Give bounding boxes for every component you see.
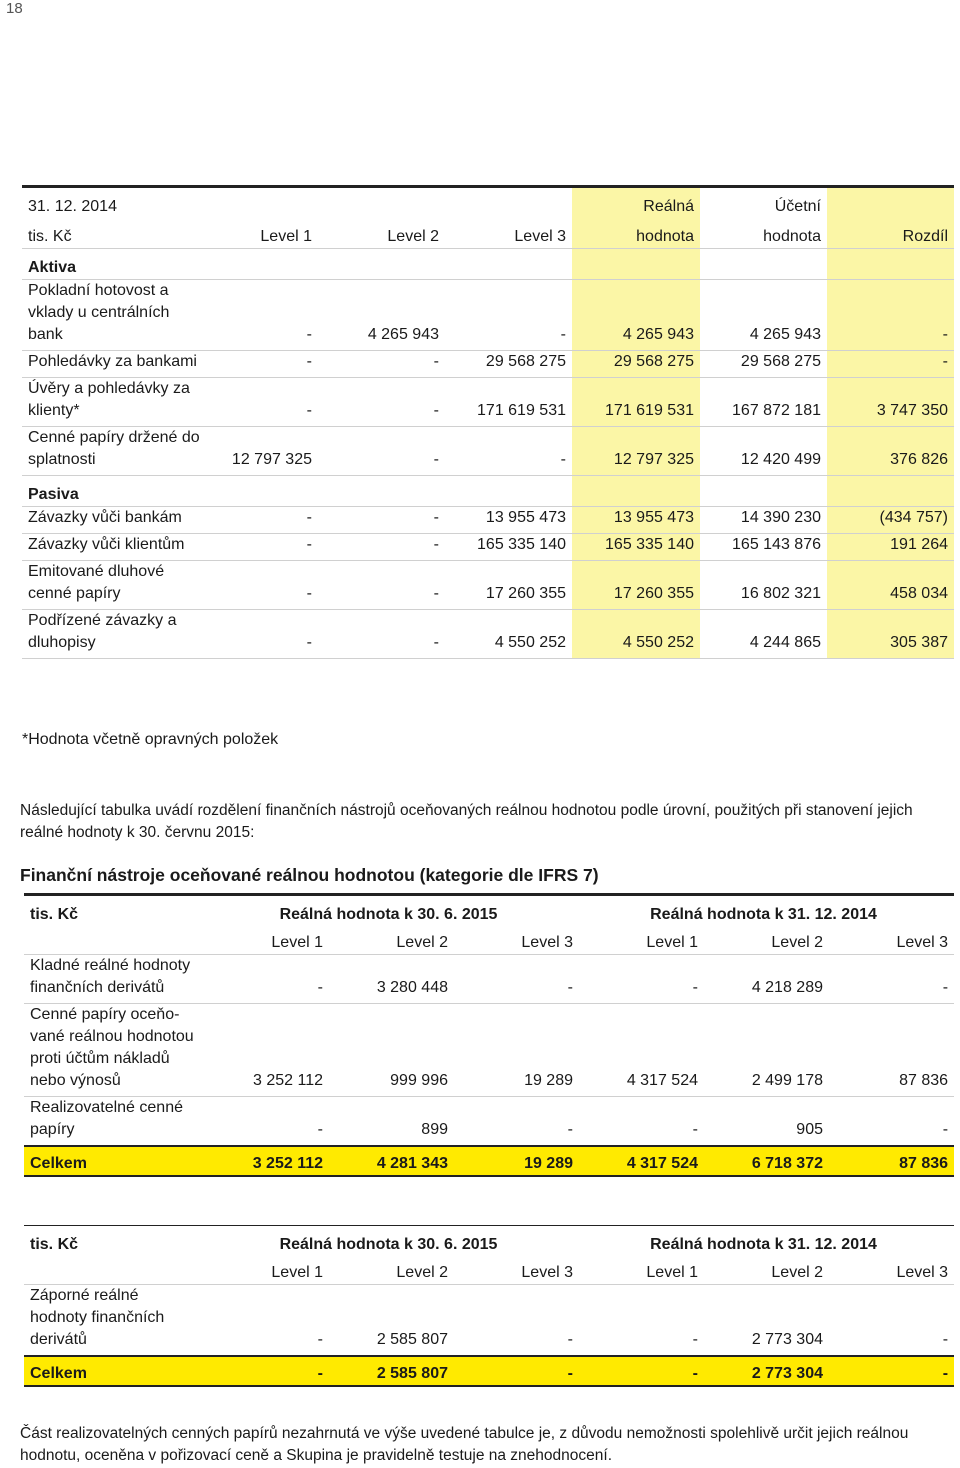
cell-value: - bbox=[318, 610, 445, 659]
assets-body bbox=[22, 280, 954, 476]
cell-value: 12 797 325 bbox=[212, 427, 318, 476]
header-diff: Rozdíl bbox=[827, 218, 954, 249]
row-label: Pohledávky za bankami bbox=[22, 351, 212, 378]
header-level3: Level 3 bbox=[445, 218, 572, 249]
paragraph-closing: Část realizovatelných cenných papírů nezahrnutá ve výše uvedené tabulce je, z důvodu nemožnosti spolehlivě určit jejich reálnou hodnotu, oceněna v pořizovací ceně a Skupina je pravidelně testuje na znehodnocení. bbox=[20, 1425, 909, 1464]
cell-value: 171 619 531 bbox=[445, 378, 572, 427]
cell-value: - bbox=[212, 280, 318, 351]
cell-value: 4 265 943 bbox=[572, 280, 700, 351]
total-value: 4 281 343 bbox=[329, 1146, 454, 1176]
cell-value: 12 420 499 bbox=[700, 427, 827, 476]
cell-value: 905 bbox=[704, 1097, 829, 1147]
total-value: 2 585 807 bbox=[329, 1356, 454, 1386]
row-label: Pokladní hotovost a vklady u centrálních bank bbox=[22, 280, 212, 351]
cell-value: - bbox=[445, 427, 572, 476]
cell-value: 29 568 275 bbox=[572, 351, 700, 378]
cell-value: 171 619 531 bbox=[572, 378, 700, 427]
row-label: Realizovatelné cenné papíry bbox=[24, 1097, 204, 1147]
header-acc-a: Účetní bbox=[774, 198, 821, 215]
total-value: 6 718 372 bbox=[704, 1146, 829, 1176]
total-value: 2 773 304 bbox=[704, 1356, 829, 1386]
page-number: 18 bbox=[6, 0, 23, 17]
level-header: Level 2 bbox=[704, 1256, 829, 1285]
cell-value: - bbox=[212, 534, 318, 561]
cell-value: - bbox=[204, 1285, 329, 1357]
table-row bbox=[24, 955, 954, 1004]
table-row bbox=[22, 427, 954, 476]
level-header: Level 1 bbox=[579, 926, 704, 955]
cell-value: - bbox=[318, 561, 445, 610]
cell-value: 19 289 bbox=[454, 1004, 579, 1097]
table-row bbox=[22, 378, 954, 427]
cell-value: 4 317 524 bbox=[579, 1004, 704, 1097]
group-2015: Reálná hodnota k 30. 6. 2015 bbox=[279, 1236, 498, 1253]
cell-value: - bbox=[454, 1285, 579, 1357]
cell-value: 13 955 473 bbox=[445, 507, 572, 534]
level-header: Level 1 bbox=[204, 926, 329, 955]
cell-value: 4 550 252 bbox=[445, 610, 572, 659]
fair-value-levels-positive bbox=[24, 893, 954, 1177]
cell-value: 4 265 943 bbox=[318, 280, 445, 351]
cell-value: 13 955 473 bbox=[572, 507, 700, 534]
cell-value: 899 bbox=[329, 1097, 454, 1147]
total-value: 87 836 bbox=[829, 1146, 954, 1176]
cell-value: - bbox=[579, 955, 704, 1004]
cell-value: 2 773 304 bbox=[704, 1285, 829, 1357]
table-row bbox=[24, 1097, 954, 1147]
cell-value: 4 244 865 bbox=[700, 610, 827, 659]
cell-value: - bbox=[212, 610, 318, 659]
level-header: Level 1 bbox=[579, 1256, 704, 1285]
table-row bbox=[22, 534, 954, 561]
cell-value: 165 335 140 bbox=[572, 534, 700, 561]
level-header: Level 3 bbox=[454, 926, 579, 955]
table-row bbox=[22, 561, 954, 610]
unit-label: tis. Kč bbox=[30, 1236, 79, 1253]
row-label: Závazky vůči bankám bbox=[22, 507, 212, 534]
cell-value: - bbox=[318, 351, 445, 378]
cell-value: 2 499 178 bbox=[704, 1004, 829, 1097]
header-level2: Level 2 bbox=[318, 218, 445, 249]
cell-value: 29 568 275 bbox=[445, 351, 572, 378]
table-row bbox=[24, 1285, 954, 1357]
row-label: Podřízené závazky a dluhopisy bbox=[22, 610, 212, 659]
row-label: Cenné papíry oceňo-vané reálnou hodnotou proti účtům nákladů nebo výnosů bbox=[24, 1004, 204, 1097]
total-label: Celkem bbox=[24, 1146, 204, 1176]
cell-value: - bbox=[827, 351, 954, 378]
header-acc-b: hodnota bbox=[700, 218, 827, 249]
cell-value: - bbox=[454, 1097, 579, 1147]
row-label: Záporné reálné hodnoty finančních derivátů bbox=[24, 1285, 204, 1357]
level-header: Level 1 bbox=[204, 1256, 329, 1285]
table-row bbox=[22, 507, 954, 534]
group-header-row bbox=[24, 1226, 954, 1257]
header-row-1 bbox=[22, 187, 954, 219]
level-header: Level 2 bbox=[704, 926, 829, 955]
cell-value: 87 836 bbox=[829, 1004, 954, 1097]
header-row-2 bbox=[22, 218, 954, 249]
cell-value: 4 218 289 bbox=[704, 955, 829, 1004]
table2-body bbox=[24, 955, 954, 1147]
table-row bbox=[24, 1004, 954, 1097]
level-header: Level 3 bbox=[829, 1256, 954, 1285]
cell-value: 14 390 230 bbox=[700, 507, 827, 534]
row-label: Emitované dluhové cenné papíry bbox=[22, 561, 212, 610]
fair-value-levels-negative bbox=[24, 1225, 954, 1387]
liabilities-body bbox=[22, 507, 954, 659]
cell-value: 2 585 807 bbox=[329, 1285, 454, 1357]
cell-value: - bbox=[829, 1097, 954, 1147]
total-label: Celkem bbox=[24, 1356, 204, 1386]
header-date: 31. 12. 2014 bbox=[28, 198, 117, 215]
cell-value: 3 747 350 bbox=[827, 378, 954, 427]
group-2015: Reálná hodnota k 30. 6. 2015 bbox=[279, 906, 498, 923]
total-value: - bbox=[454, 1356, 579, 1386]
cell-value: 167 872 181 bbox=[700, 378, 827, 427]
header-fair-a: Reálná bbox=[572, 187, 700, 219]
cell-value: 999 996 bbox=[329, 1004, 454, 1097]
cell-value: 4 550 252 bbox=[572, 610, 700, 659]
cell-value: - bbox=[579, 1097, 704, 1147]
total-value: 4 317 524 bbox=[579, 1146, 704, 1176]
cell-value: - bbox=[212, 507, 318, 534]
group-2014: Reálná hodnota k 31. 12. 2014 bbox=[650, 1236, 877, 1253]
total-row bbox=[24, 1356, 954, 1386]
total-value: 3 252 112 bbox=[204, 1146, 329, 1176]
total-value: 19 289 bbox=[454, 1146, 579, 1176]
table3-body bbox=[24, 1285, 954, 1357]
header-unit: tis. Kč bbox=[22, 218, 212, 249]
cell-value: - bbox=[318, 427, 445, 476]
cell-value: - bbox=[829, 955, 954, 1004]
total-value: - bbox=[579, 1356, 704, 1386]
cell-value: - bbox=[318, 507, 445, 534]
cell-value: - bbox=[318, 378, 445, 427]
row-label: Úvěry a pohledávky za klienty* bbox=[22, 378, 212, 427]
cell-value: 17 260 355 bbox=[445, 561, 572, 610]
row-label: Kladné reálné hodnoty finančních derivátů bbox=[24, 955, 204, 1004]
total-value: - bbox=[204, 1356, 329, 1386]
cell-value: 376 826 bbox=[827, 427, 954, 476]
paragraph-intro: Následující tabulka uvádí rozdělení finančních nástrojů oceňovaných reálnou hodnotou podle úrovní, použitých při stanovení jejich reálné hodnoty k 30. červnu 2015: bbox=[20, 802, 913, 841]
total-value: - bbox=[829, 1356, 954, 1386]
cell-value: 305 387 bbox=[827, 610, 954, 659]
cell-value: - bbox=[445, 280, 572, 351]
cell-value: 3 280 448 bbox=[329, 955, 454, 1004]
table-row bbox=[22, 351, 954, 378]
group-2014: Reálná hodnota k 31. 12. 2014 bbox=[650, 906, 877, 923]
table-caption: Finanční nástroje oceňované reálnou hodnotou (kategorie dle IFRS 7) bbox=[20, 865, 599, 885]
total-row bbox=[24, 1146, 954, 1176]
level-header: Level 2 bbox=[329, 1256, 454, 1285]
row-label: Cenné papíry držené do splatnosti bbox=[22, 427, 212, 476]
fair-value-table-2014 bbox=[22, 185, 954, 659]
cell-value: 3 252 112 bbox=[204, 1004, 329, 1097]
cell-value: 458 034 bbox=[827, 561, 954, 610]
group-header-row bbox=[24, 895, 954, 927]
level-header: Level 3 bbox=[454, 1256, 579, 1285]
cell-value: - bbox=[579, 1285, 704, 1357]
cell-value: - bbox=[212, 561, 318, 610]
level-header: Level 3 bbox=[829, 926, 954, 955]
section-liabilities: Pasiva bbox=[22, 476, 954, 507]
cell-value: 4 265 943 bbox=[700, 280, 827, 351]
cell-value: 165 143 876 bbox=[700, 534, 827, 561]
section-assets: Aktiva bbox=[22, 249, 954, 280]
header-fair-b: hodnota bbox=[572, 218, 700, 249]
table-row bbox=[22, 280, 954, 351]
table-row bbox=[22, 610, 954, 659]
row-label: Závazky vůči klientům bbox=[22, 534, 212, 561]
footnote: *Hodnota včetně opravných položek bbox=[22, 731, 279, 748]
levels-row bbox=[24, 926, 954, 955]
cell-value: - bbox=[204, 955, 329, 1004]
header-level1: Level 1 bbox=[212, 218, 318, 249]
cell-value: 17 260 355 bbox=[572, 561, 700, 610]
cell-value: - bbox=[827, 280, 954, 351]
cell-value: - bbox=[212, 378, 318, 427]
cell-value: - bbox=[829, 1285, 954, 1357]
cell-value: - bbox=[212, 351, 318, 378]
cell-value: 12 797 325 bbox=[572, 427, 700, 476]
cell-value: 165 335 140 bbox=[445, 534, 572, 561]
cell-value: - bbox=[454, 955, 579, 1004]
cell-value: - bbox=[318, 534, 445, 561]
cell-value: - bbox=[204, 1097, 329, 1147]
cell-value: (434 757) bbox=[827, 507, 954, 534]
cell-value: 191 264 bbox=[827, 534, 954, 561]
levels-row bbox=[24, 1256, 954, 1285]
cell-value: 16 802 321 bbox=[700, 561, 827, 610]
cell-value: 29 568 275 bbox=[700, 351, 827, 378]
unit-label: tis. Kč bbox=[30, 906, 79, 923]
level-header: Level 2 bbox=[329, 926, 454, 955]
